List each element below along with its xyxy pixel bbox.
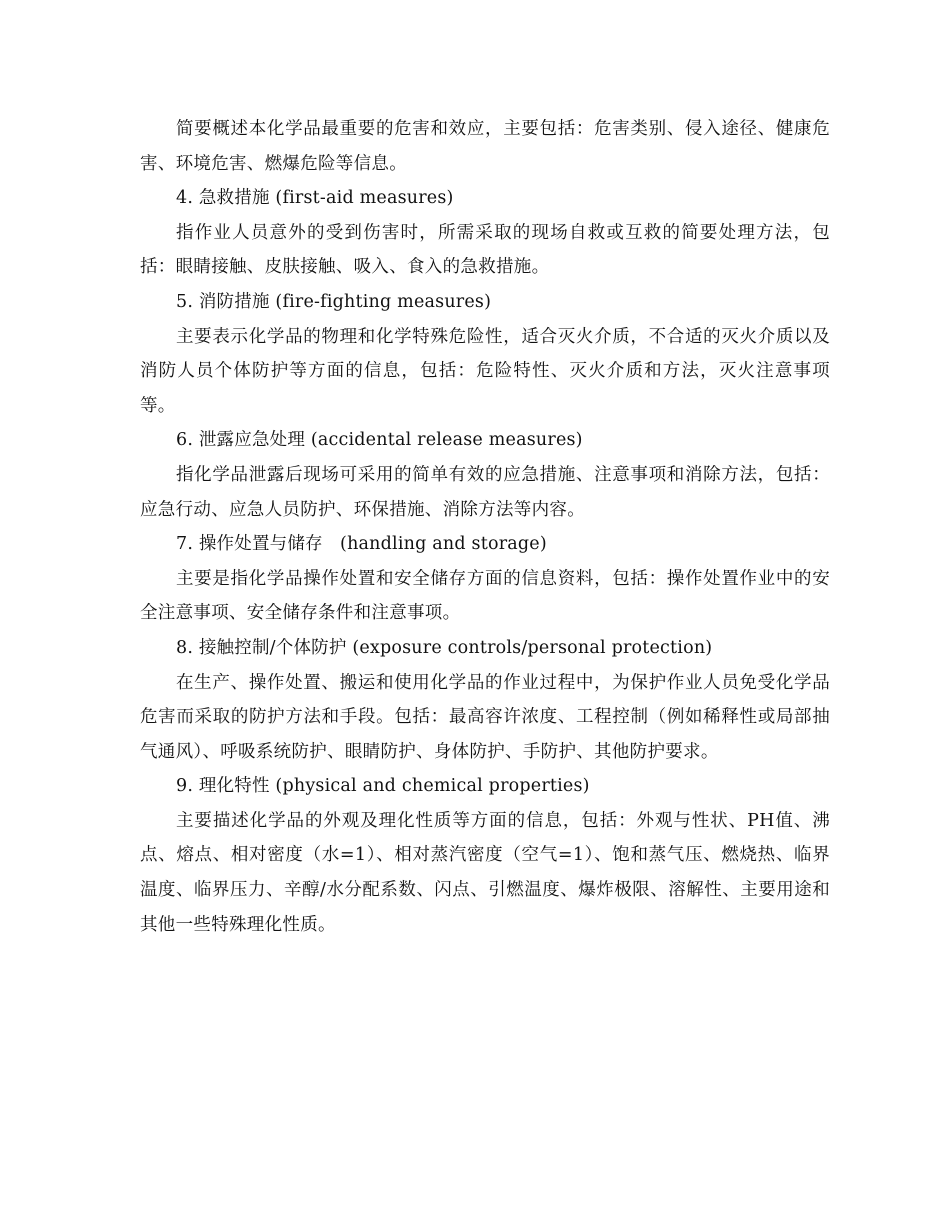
section-heading-first-aid: 4. 急救措施 (first-aid measures) <box>176 188 454 209</box>
hazard-overview-paragraph: 简要概述本化学品最重要的危害和效应，主要包括：危害类别、侵入途径、健康危害、环境危害、燃爆危险等信息。 <box>140 119 830 174</box>
exposure-controls-paragraph: 在生产、操作处置、搬运和使用化学品的作业过程中，为保护作业人员免受化学品危害而采取的防护方法和手段。包括：最高容许浓度、工程控制（例如稀释性或局部抽气通风）、呼吸系统防护、眼睛防护、身体防护、手防护、其他防护要求。 <box>140 672 830 762</box>
accidental-release-paragraph: 指化学品泄露后现场可采用的简单有效的应急措施、注意事项和消除方法，包括：应急行动、应急人员防护、环保措施、消除方法等内容。 <box>140 464 830 520</box>
section-heading-exposure-controls: 8. 接触控制/个体防护 (exposure controls/personal protection) <box>176 637 713 658</box>
section-heading-handling-storage: 7. 操作处置与储存 (handling and storage) <box>176 534 547 555</box>
physical-chemical-paragraph: 主要描述化学品的外观及理化性质等方面的信息，包括：外观与性状、PH值、沸点、熔点、相对密度（水=1）、相对蒸汽密度（空气=1）、饱和蒸气压、燃烧热、临界温度、临界压力、辛醇/水分配系数、闪点、引燃温度、爆炸极限、溶解性、主要用途和其他一些特殊理化性质。 <box>140 810 830 935</box>
first-aid-paragraph: 指作业人员意外的受到伤害时，所需采取的现场自救或互救的简要处理方法，包括：眼睛接触、皮肤接触、吸入、食入的急救措施。 <box>140 222 830 278</box>
section-heading-fire-fighting: 5. 消防措施 (fire-fighting measures) <box>176 291 492 312</box>
handling-storage-paragraph: 主要是指化学品操作处置和安全储存方面的信息资料，包括：操作处置作业中的安全注意事项、安全储存条件和注意事项。 <box>140 568 830 624</box>
fire-fighting-paragraph: 主要表示化学品的物理和化学特殊危险性，适合灭火介质，不合适的灭火介质以及消防人员个体防护等方面的信息，包括：危险特性、灭火介质和方法，灭火注意事项等。 <box>140 326 830 416</box>
section-heading-accidental-release: 6. 泄露应急处理 (accidental release measures) <box>176 430 583 451</box>
document-body <box>140 112 830 942</box>
section-heading-physical-chemical: 9. 理化特性 (physical and chemical properties) <box>176 776 590 797</box>
